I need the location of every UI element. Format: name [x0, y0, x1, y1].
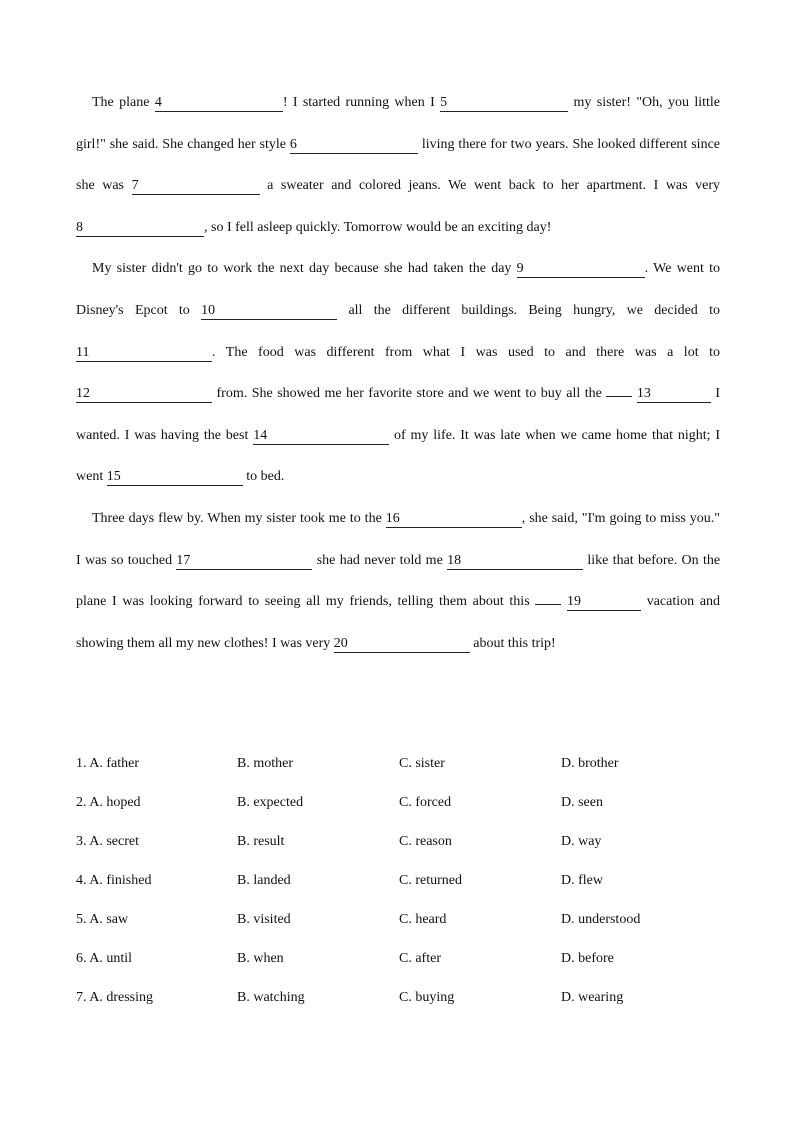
option-row-1 [76, 752, 736, 791]
option-c: C. heard [399, 912, 447, 927]
option-a: 2. A. hoped [76, 795, 141, 810]
blank-8: 8 [76, 220, 204, 237]
blank-11: 11 [76, 345, 212, 362]
option-a: 7. A. dressing [76, 990, 153, 1005]
option-row-2 [76, 791, 736, 830]
passage-text: vacation and showing them all my new clothes! I was very [76, 594, 721, 651]
option-b: B. result [237, 834, 285, 849]
option-d: D. before [561, 951, 614, 966]
passage-text: a sweater and colored jeans. We went back to her apartment. I was very [267, 178, 721, 194]
paragraph-3 [76, 498, 720, 664]
passage-text: . The food was different from what I was used to and there was a lot to [212, 344, 720, 360]
option-c: C. after [399, 951, 441, 966]
answer-options [76, 752, 736, 1025]
passage-text: ! I started running when I [282, 95, 435, 110]
option-d: D. wearing [561, 990, 624, 1005]
cloze-passage [76, 82, 720, 664]
option-d: D. brother [561, 756, 619, 771]
blank-5: 5 [440, 95, 568, 112]
option-row-5 [76, 908, 736, 947]
option-b: B. watching [237, 990, 305, 1005]
passage-text: my sister! "Oh, you little girl!" she said. She changed her style [76, 95, 721, 152]
passage-text: , so I fell asleep quickly. Tomorrow would be an exciting day! [204, 219, 552, 235]
passage-text: all the different buildings. Being hungry, we decided to [348, 302, 721, 318]
option-row-4 [76, 869, 736, 908]
option-b: B. landed [237, 873, 291, 888]
option-d: D. way [561, 834, 602, 849]
option-a: 5. A. saw [76, 912, 129, 927]
blank-15: 15 [107, 469, 243, 486]
blank-7: 7 [132, 178, 260, 195]
option-d: D. seen [561, 795, 603, 810]
option-d: D. flew [561, 873, 603, 888]
passage-text: about this trip! [473, 635, 556, 651]
passage-text: I wanted. I was having the best [76, 386, 721, 443]
passage-text: to bed. [246, 469, 285, 485]
option-a: 4. A. finished [76, 873, 152, 888]
option-a: 6. A. until [76, 951, 133, 966]
blank-10: 10 [201, 303, 337, 320]
blank-6: 6 [290, 137, 418, 154]
passage-text: like that before. On the plane I was looking forward to seeing all my friends, telling them about this [76, 552, 721, 610]
option-b: B. visited [237, 912, 291, 927]
option-row-3 [76, 830, 736, 869]
option-c: C. reason [399, 834, 452, 849]
paragraph-1 [76, 82, 720, 248]
passage-text: she had never told me [316, 552, 443, 568]
blank-14: 14 [253, 428, 389, 445]
blank-9: 9 [517, 261, 645, 278]
blank-4: 4 [155, 95, 283, 112]
blank-19: 19 [567, 594, 641, 611]
option-c: C. buying [399, 990, 455, 1005]
option-c: C. returned [399, 873, 462, 888]
option-d: D. understood [561, 912, 641, 927]
passage-text: Three days flew by. When my sister took me to the [92, 510, 382, 526]
passage-text: , she said, "I'm going to miss you." I was so touched [76, 510, 721, 568]
option-a: 1. A. father [76, 756, 139, 771]
passage-text: My sister didn't go to work the next day because she had taken the day [92, 261, 512, 277]
option-b: B. expected [237, 795, 304, 810]
option-row-6 [76, 947, 736, 986]
passage-text: . We went to Disney's Epcot to [76, 261, 721, 318]
passage-text: The plane [92, 95, 150, 110]
blank-12: 12 [76, 386, 212, 403]
blank-13: 13 [637, 386, 711, 403]
paragraph-2 [76, 248, 720, 498]
blank-18: 18 [447, 553, 583, 570]
passage-text: living there for two years. She looked different since she was [76, 136, 720, 194]
option-row-7 [76, 986, 736, 1025]
blank-16: 16 [386, 511, 522, 528]
blank-17: 17 [176, 553, 312, 570]
blank-19-start [535, 604, 561, 605]
option-b: B. when [237, 951, 284, 966]
option-c: C. forced [399, 795, 452, 810]
option-b: B. mother [237, 756, 293, 771]
option-c: C. sister [399, 756, 445, 771]
blank-20: 20 [334, 636, 470, 653]
option-a: 3. A. secret [76, 834, 139, 849]
passage-text: of my life. It was late when we came home that night; I went [76, 427, 720, 485]
blank-13-start [606, 396, 632, 397]
passage-text: from. She showed me her favorite store and we went to buy all the [216, 386, 602, 402]
